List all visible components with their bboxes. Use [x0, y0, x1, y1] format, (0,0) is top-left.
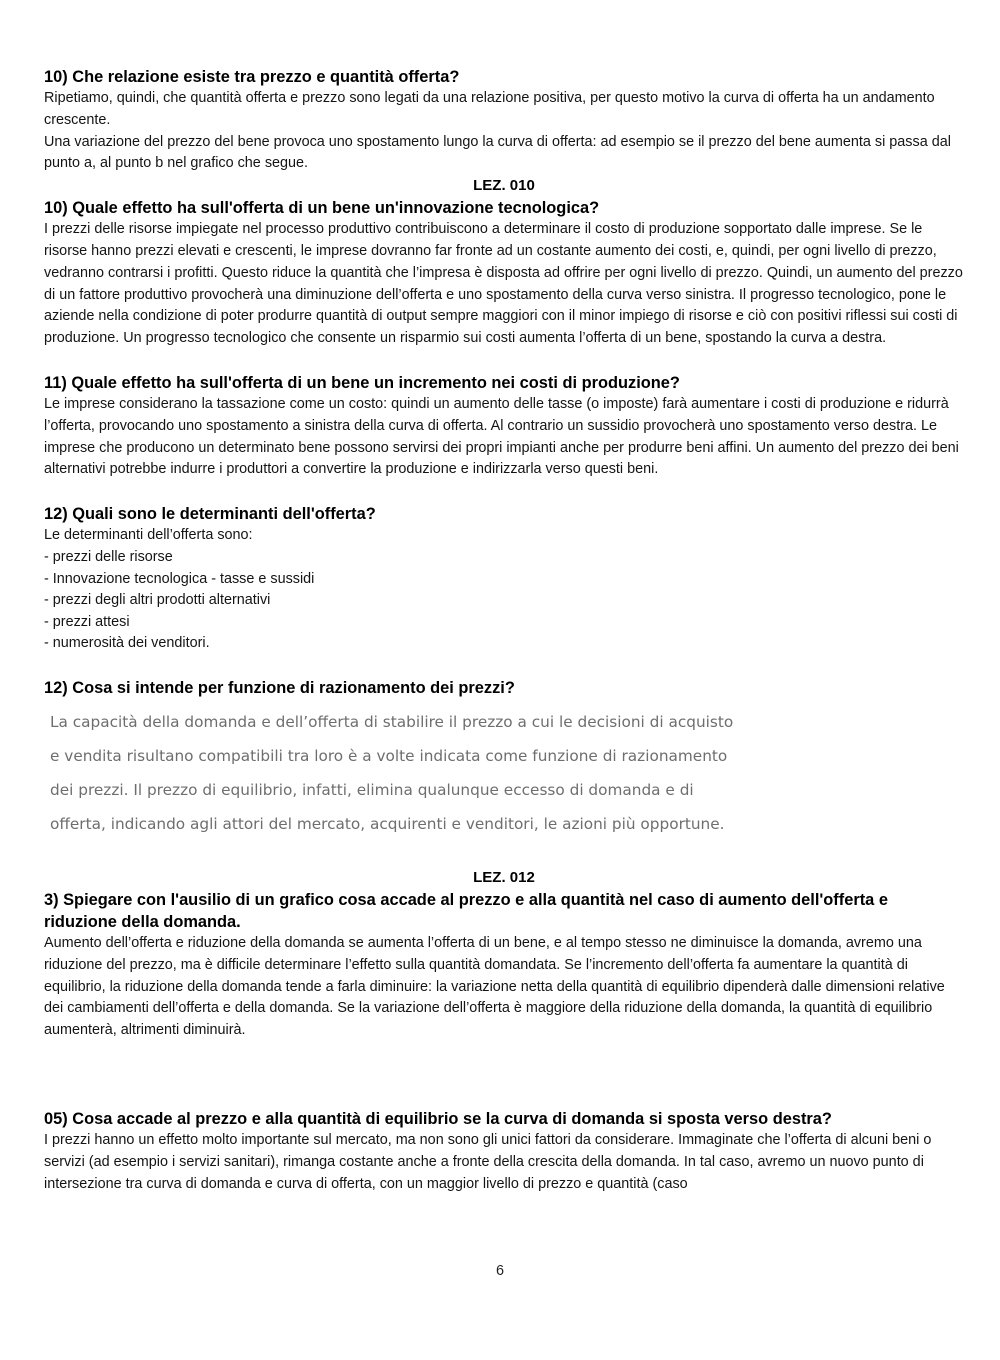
- lesson-label: LEZ. 010: [473, 177, 535, 195]
- list-item: - prezzi degli altri prodotti alternativi: [44, 592, 271, 609]
- list-item: - prezzi delle risorse: [44, 548, 173, 565]
- answer-paragraph: Una variazione del prezzo del bene provoca uno spostamento lungo la curva di offerta: ad esempio se il prezzo del bene aumenta si passa dal punto a, al punto b nel grafico che segue.: [44, 133, 951, 172]
- question-heading: 12) Quali sono le determinanti dell'offerta?: [44, 505, 376, 524]
- list-item: - Innovazione tecnologica - tasse e sussidi: [44, 570, 315, 587]
- spacer: [44, 841, 964, 867]
- spacer: [44, 1042, 964, 1108]
- spacer: [44, 481, 964, 503]
- answer-paragraph: I prezzi hanno un effetto molto importante sul mercato, ma non sono gli unici fattori da considerare. Immaginate che l’offerta di alcuni beni o servizi (ad esempio i servizi sanitari), rimanga costante anche a fronte della crescita della domanda. In tal caso, avremo un nuovo punto di intersezione tra curva di domanda e curva di offerta, con un maggior livello di prezzo e quantità (caso: [44, 1131, 932, 1192]
- answer-paragraph: Aumento dell’offerta e riduzione della domanda se aumenta l’offerta di un bene, e al tempo stesso ne diminuisce la domanda, avremo una riduzione del prezzo, ma è difficile determinare l’effetto sulla quantità domandata. Se l’incremento dell’offerta fa aumentare la quantità di equilibrio, la riduzione della domanda tende a farla diminuire: la variazione netta della quantità di equilibrio dipenderà dalle dimensioni relative dei cambiamenti dell’offerta e della domanda. Se la variazione dell’offerta è maggiore della riduzione della domanda, la quantità di equilibrio aumenterà, altrimenti diminuirà.: [44, 934, 945, 1039]
- page-content: [44, 66, 964, 1195]
- scanned-line: La capacità della domanda e dell’offerta di stabilire il prezzo a cui le decisioni di acquisto: [50, 712, 734, 731]
- question-heading: 3) Spiegare con l'ausilio di un grafico cosa accade al prezzo e alla quantità nel caso di aumento dell'offerta e riduzione della domanda.: [44, 890, 888, 931]
- question-heading: 12) Cosa si intende per funzione di razionamento dei prezzi?: [44, 678, 515, 697]
- scanned-line: offerta, indicando agli attori del mercato, acquirenti e venditori, le azioni più opportune.: [50, 814, 725, 833]
- answer-paragraph: I prezzi delle risorse impiegate nel processo produttivo contribuiscono a determinare il costo di produzione sopportato dalle imprese. Se le risorse hanno prezzi elevati e crescenti, le imprese dovranno far fronte ad un costante aumento dei costi, e, quindi, per ogni livello di prezzo, vedranno contrarsi i profitti. Questo riduce la quantità che l’impresa è disposta ad offrire per ogni livello di prezzo. Quindi, un aumento del prezzo di un fattore produttivo provocherà una diminuzione dell’offerta e uno spostamento della curva verso sinistra. Il progresso tecnologico, pone le aziende nella condizione di poter produrre quantità di output sempre maggiori con il minor impiego di risorse e ciò con positivi riflessi sui costi di produzione. Un progresso tecnologico che consente un risparmio sui costi aumenta l’offerta di un bene, spostando la curva a destra.: [44, 221, 963, 347]
- page-number: 6: [495, 1263, 504, 1279]
- spacer: [44, 655, 964, 677]
- list-item: - numerosità dei venditori.: [44, 635, 210, 652]
- question-heading: 05) Cosa accade al prezzo e alla quantità di equilibrio se la curva di domanda si sposta verso destra?: [44, 1109, 832, 1128]
- determinants-list: [44, 547, 964, 655]
- scanned-line: e vendita risultano compatibili tra loro è a volte indicata come funzione di razionamento: [50, 746, 728, 765]
- answer-paragraph: Ripetiamo, quindi, che quantità offerta e prezzo sono legati da una relazione positiva, per questo motivo la curva di offerta ha un andamento crescente.: [44, 90, 935, 128]
- question-heading: 10) Quale effetto ha sull'offerta di un bene un'innovazione tecnologica?: [44, 199, 600, 218]
- list-item: - prezzi attesi: [44, 613, 130, 630]
- scanned-line: dei prezzi. Il prezzo di equilibrio, infatti, elimina qualunque eccesso di domanda e di: [50, 780, 694, 799]
- lesson-label: LEZ. 012: [473, 868, 535, 886]
- scanned-text-excerpt: [50, 705, 810, 841]
- question-heading: 10) Che relazione esiste tra prezzo e quantità offerta?: [44, 68, 460, 86]
- question-heading: 11) Quale effetto ha sull'offerta di un bene un incremento nei costi di produzione?: [44, 373, 680, 392]
- spacer: [44, 350, 964, 372]
- answer-paragraph: Le imprese considerano la tassazione come un costo: quindi un aumento delle tasse (o imposte) farà aumentare i costi di produzione e ridurrà l’offerta, provocando uno spostamento a sinistra della curva di offerta. Al contrario un sussidio provocherà uno spostamento verso destra. Le imprese che producono un determinato bene possono servirsi dei propri impianti anche per produrre beni affini. Un aumento del prezzo dei beni alternativi potrebbe indurre i produttori a convertire la produzione e indirizzarla verso questi beni.: [44, 395, 959, 478]
- list-intro: Le determinanti dell’offerta sono:: [44, 527, 253, 544]
